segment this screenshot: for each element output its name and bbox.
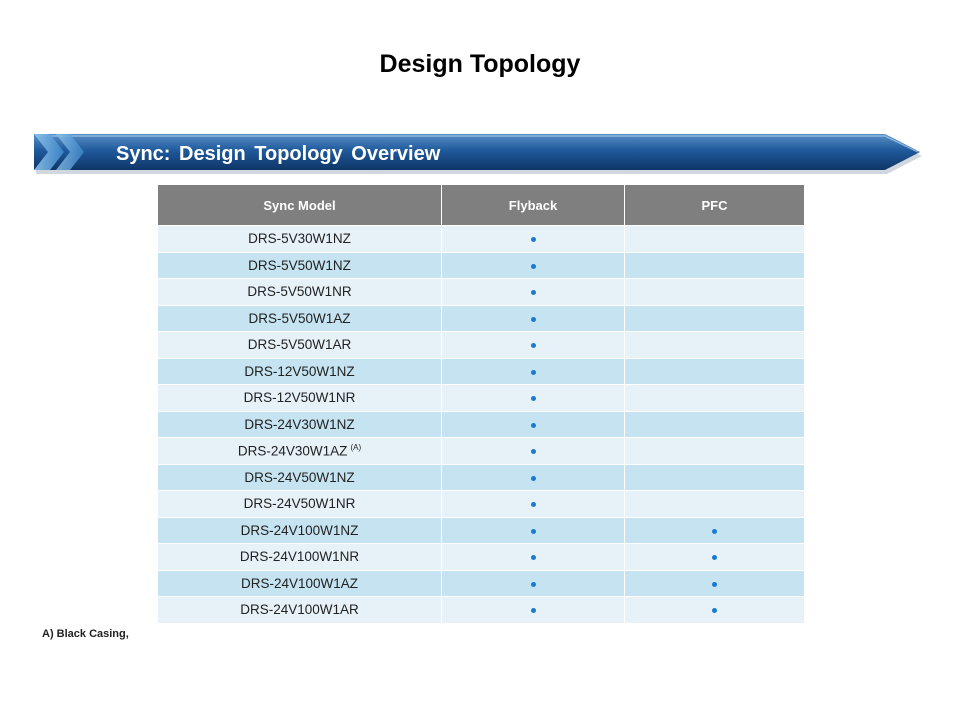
bullet-icon xyxy=(531,476,536,481)
model-cell xyxy=(158,332,442,359)
pfc-cell xyxy=(625,544,805,571)
flyback-cell xyxy=(442,411,625,438)
table-row xyxy=(158,464,805,491)
model-note: (A) xyxy=(350,443,362,452)
model-name: DRS-5V50W1NR xyxy=(247,284,352,300)
model-name: DRS-12V50W1NZ xyxy=(244,363,355,379)
model-name: DRS-5V30W1NZ xyxy=(248,231,351,247)
flyback-cell xyxy=(442,464,625,491)
table-header-row xyxy=(158,185,805,226)
pfc-cell xyxy=(625,358,805,385)
model-cell xyxy=(158,491,442,518)
table-row xyxy=(158,358,805,385)
bullet-icon xyxy=(531,555,536,560)
pfc-cell xyxy=(625,517,805,544)
bullet-icon xyxy=(712,608,717,613)
table-row xyxy=(158,279,805,306)
pfc-cell xyxy=(625,597,805,624)
flyback-cell xyxy=(442,570,625,597)
bullet-icon xyxy=(531,582,536,587)
pfc-cell xyxy=(625,385,805,412)
flyback-cell xyxy=(442,305,625,332)
table-row xyxy=(158,411,805,438)
bullet-icon xyxy=(531,529,536,534)
model-cell xyxy=(158,358,442,385)
flyback-cell xyxy=(442,491,625,518)
bullet-icon xyxy=(531,449,536,454)
model-cell xyxy=(158,570,442,597)
table-row xyxy=(158,305,805,332)
model-cell xyxy=(158,464,442,491)
flyback-cell xyxy=(442,226,625,253)
pfc-cell xyxy=(625,332,805,359)
bullet-icon xyxy=(531,608,536,613)
flyback-cell xyxy=(442,438,625,465)
table-row xyxy=(158,491,805,518)
model-name: DRS-24V50W1NR xyxy=(243,496,356,512)
footnote: A) Black Casing, xyxy=(42,628,129,640)
bullet-icon xyxy=(531,290,536,295)
topology-table xyxy=(157,184,805,624)
bullet-icon xyxy=(712,529,717,534)
pfc-cell xyxy=(625,226,805,253)
bullet-icon xyxy=(531,423,536,428)
bullet-icon xyxy=(531,237,536,242)
flyback-cell xyxy=(442,544,625,571)
table-row xyxy=(158,597,805,624)
banner-title: Sync: Design Topology Overview xyxy=(116,143,441,165)
model-name: DRS-24V100W1NR xyxy=(239,549,360,565)
bullet-icon xyxy=(531,370,536,375)
header-flyback: Flyback xyxy=(442,185,625,226)
pfc-cell xyxy=(625,279,805,306)
model-cell xyxy=(158,279,442,306)
flyback-cell xyxy=(442,332,625,359)
model-cell xyxy=(158,385,442,412)
flyback-cell xyxy=(442,358,625,385)
bullet-icon xyxy=(531,502,536,507)
table-row xyxy=(158,570,805,597)
bullet-icon xyxy=(531,264,536,269)
table-row xyxy=(158,226,805,253)
bullet-icon xyxy=(531,343,536,348)
pfc-cell xyxy=(625,252,805,279)
section-banner xyxy=(30,130,925,180)
pfc-cell xyxy=(625,305,805,332)
table-body xyxy=(158,226,805,624)
pfc-cell xyxy=(625,438,805,465)
model-name: DRS-24V100W1NZ xyxy=(240,522,359,538)
bullet-icon xyxy=(712,582,717,587)
model-name: DRS-24V30W1AZ xyxy=(237,443,348,459)
model-name: DRS-24V50W1NZ xyxy=(244,469,355,485)
model-cell xyxy=(158,226,442,253)
model-name: DRS-5V50W1AZ xyxy=(248,310,351,326)
pfc-cell xyxy=(625,464,805,491)
table-row xyxy=(158,332,805,359)
pfc-cell xyxy=(625,411,805,438)
model-name: DRS-12V50W1NR xyxy=(243,390,356,406)
model-name: DRS-24V30W1NZ xyxy=(244,416,355,432)
model-cell xyxy=(158,517,442,544)
model-cell xyxy=(158,438,442,465)
model-name: DRS-5V50W1AR xyxy=(247,337,352,353)
pfc-cell xyxy=(625,491,805,518)
model-cell xyxy=(158,411,442,438)
model-cell xyxy=(158,252,442,279)
table-row xyxy=(158,517,805,544)
table-row xyxy=(158,544,805,571)
flyback-cell xyxy=(442,597,625,624)
model-cell xyxy=(158,544,442,571)
model-cell xyxy=(158,597,442,624)
flyback-cell xyxy=(442,252,625,279)
flyback-cell xyxy=(442,279,625,306)
page-title: Design Topology xyxy=(379,50,581,78)
pfc-cell xyxy=(625,570,805,597)
bullet-icon xyxy=(712,555,717,560)
flyback-cell xyxy=(442,385,625,412)
model-name: DRS-5V50W1NZ xyxy=(248,257,351,273)
model-name: DRS-24V100W1AR xyxy=(240,602,359,618)
table-row xyxy=(158,252,805,279)
header-sync-model: Sync Model xyxy=(158,185,442,226)
table-row xyxy=(158,438,805,465)
table-row xyxy=(158,385,805,412)
flyback-cell xyxy=(442,517,625,544)
header-pfc: PFC xyxy=(625,185,805,226)
bullet-icon xyxy=(531,317,536,322)
model-name: DRS-24V100W1AZ xyxy=(240,575,359,591)
bullet-icon xyxy=(531,396,536,401)
model-cell xyxy=(158,305,442,332)
